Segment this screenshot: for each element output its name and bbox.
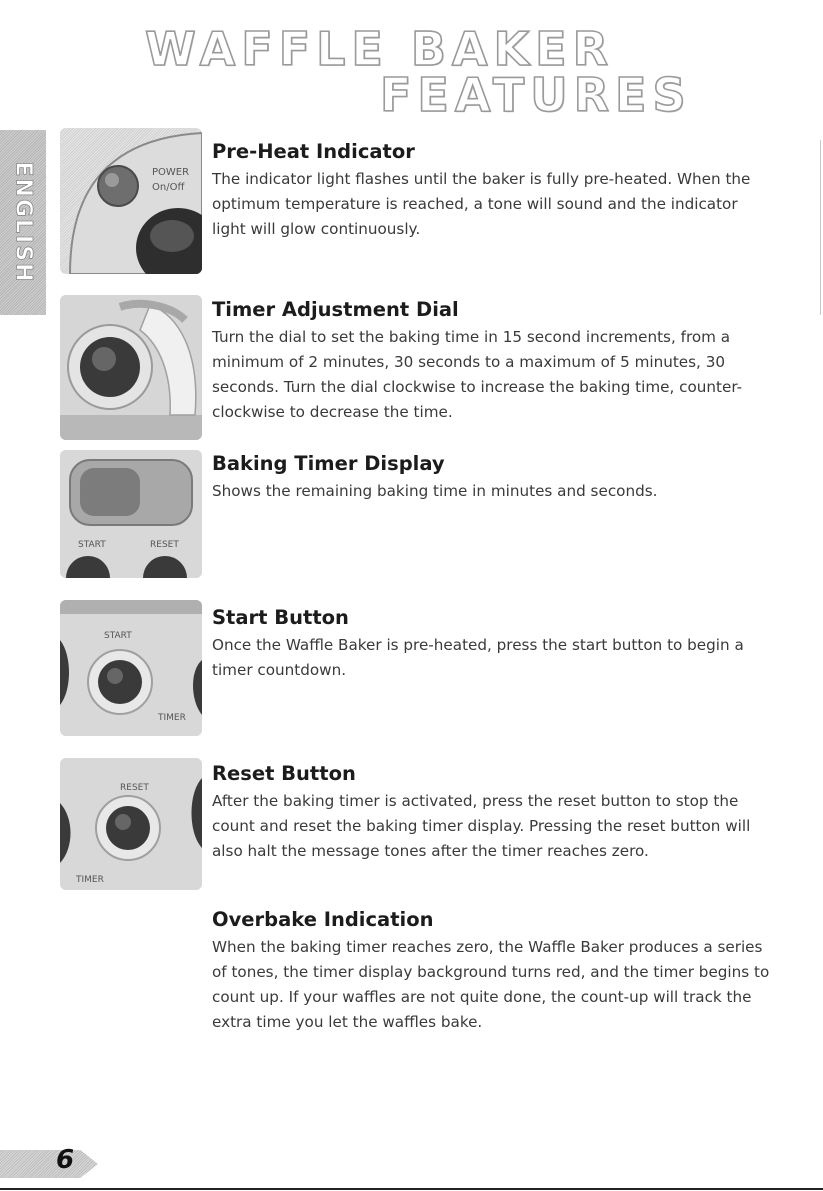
section-reset-button — [212, 762, 772, 864]
start-button-photo — [60, 600, 202, 736]
timer-dial-photo — [60, 295, 202, 440]
on-off-label: On/Off — [152, 182, 185, 193]
section-start-button — [212, 606, 772, 683]
section-timer-adjustment-dial — [212, 298, 772, 425]
bottom-rule — [0, 1188, 823, 1190]
section-body: After the baking timer is activated, press the reset button to stop the count and reset the baking timer display. Pressing the reset button will also halt the message tones after the timer reaches zero. — [212, 792, 751, 860]
preheat-indicator-photo — [60, 128, 202, 274]
start-label: START — [78, 540, 106, 550]
section-heading: Overbake Indication — [212, 908, 434, 931]
section-body: When the baking timer reaches zero, the Waffle Baker produces a series of tones, the timer display background turns red, and the timer begins to count up. If your waffles are not quite done, the count-up will track the extra time you let the waffles bake. — [212, 938, 770, 1031]
section-heading: Start Button — [212, 606, 349, 629]
reset-button-photo — [60, 758, 202, 890]
page-number: 6 — [56, 1145, 75, 1175]
footer-arrow-bar — [0, 1150, 98, 1178]
section-heading: Reset Button — [212, 762, 356, 785]
title-features: FEATURES — [380, 68, 692, 122]
timer-display-photo — [60, 450, 202, 578]
start-label: START — [104, 631, 132, 641]
timer-label: TIMER — [158, 713, 186, 723]
section-baking-timer-display — [212, 452, 772, 504]
reset-label: RESET — [150, 540, 179, 550]
section-body: Turn the dial to set the baking time in 15 second increments, from a minimum of 2 minutes, 30 seconds to a maximum of 5 minutes, 30 seconds. Turn the dial clockwise to increase the baking time, counter-clockwise to decrease the time. — [212, 328, 743, 421]
reset-label: RESET — [120, 783, 149, 793]
title-waffle-baker: WAFFLE BAKER — [145, 22, 615, 76]
section-body: Once the Waffle Baker is pre-heated, press the start button to begin a timer countdown. — [212, 636, 744, 679]
timer-label: TIMER — [76, 875, 104, 885]
language-tab-label: ENGLISH — [10, 161, 36, 284]
power-label: POWER — [152, 167, 190, 178]
language-tab-label-wrap — [0, 130, 46, 315]
section-heading: Timer Adjustment Dial — [212, 298, 459, 321]
section-preheat-indicator — [212, 140, 772, 242]
section-heading: Baking Timer Display — [212, 452, 445, 475]
section-body: Shows the remaining baking time in minutes and seconds. — [212, 482, 658, 500]
section-heading: Pre-Heat Indicator — [212, 140, 415, 163]
right-margin-rule — [820, 140, 821, 315]
section-overbake-indication — [212, 908, 772, 1035]
section-body: The indicator light flashes until the baker is fully pre-heated. When the optimum temperature is reached, a tone will sound and the indicator light will glow continuously. — [212, 170, 751, 238]
